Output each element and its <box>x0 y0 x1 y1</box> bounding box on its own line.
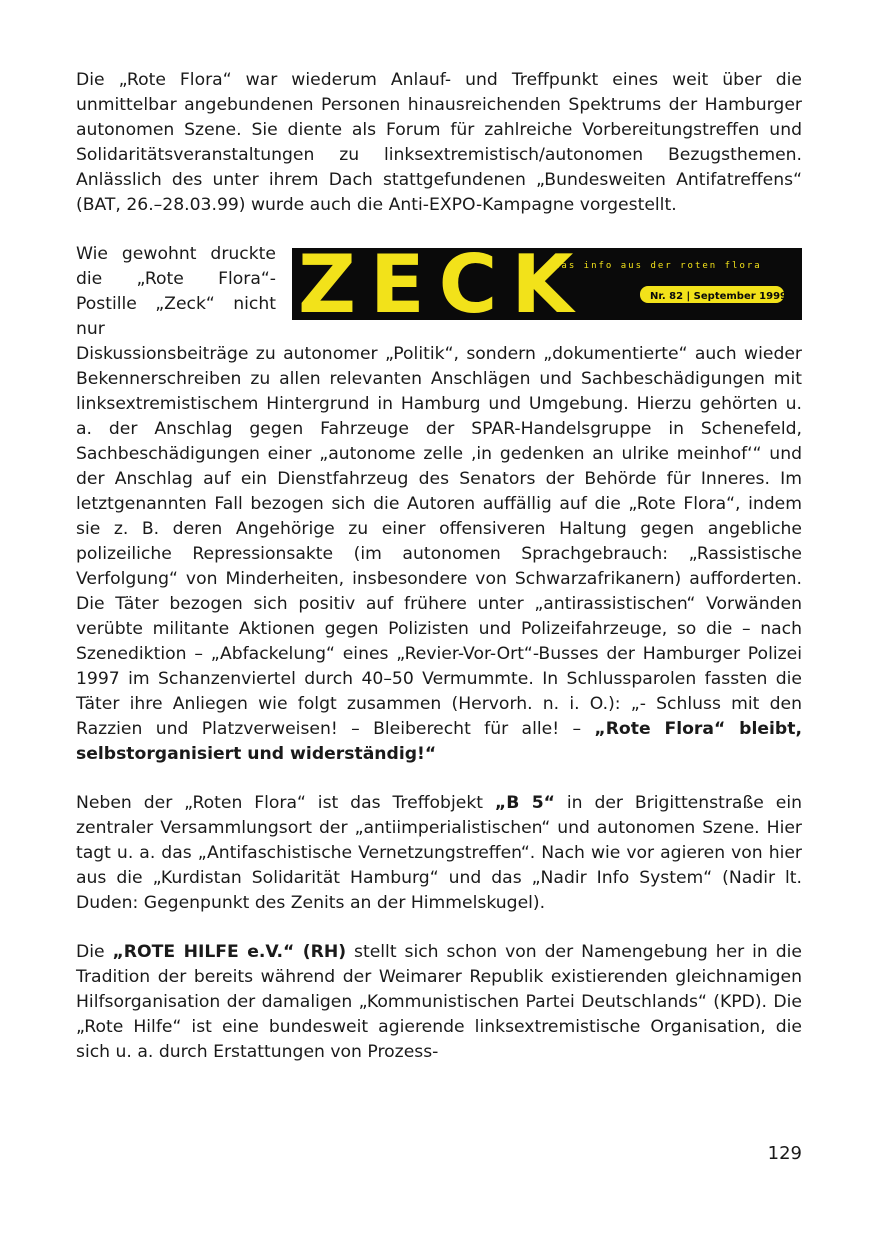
paragraph-b5-bold: „B 5“ <box>494 793 555 813</box>
paragraph-rote-hilfe-rest: stellt sich schon von der Namengebung her in die Tradition der bereits während der Weimarer Republik existierenden gleichnamigen Hilfsorganisation der damaligen „Kommunistischen Partei Deutschlands“ (KPD). Die „Rote Hilfe“ ist eine bundesweit agierende linksextremistische Organisation, die sich u. a. durch Erstattungen von Prozess- <box>76 942 802 1062</box>
zeck-subtitle: das info aus der roten flora <box>554 261 762 271</box>
page-number: 129 <box>767 1143 802 1164</box>
zeck-issue-text: Nr. 82 | September 1999 <box>650 291 787 302</box>
paragraph-rote-hilfe <box>76 940 802 1065</box>
paragraph-zeck-slogan: „Rote Flora“ bleibt, selbstorganisiert und widerständig!“ <box>76 719 802 764</box>
zeck-logo-text: ZECK <box>298 248 588 320</box>
paragraph-zeck-text: Wie gewohnt druckte die „Rote Flora“-Postille „Zeck“ nicht nur Diskussionsbeiträge zu autonomer „Politik“, sondern „dokumentierte“ auch wieder Bekennerschreiben zu allen relevanten Anschlägen und Sachbeschädigungen mit linksextremistischem Hintergrund in Hamburg und Umgebung. Hierzu gehörten u. a. der Anschlag gegen Fahrzeuge der SPAR-Handelsgruppe in Schenefeld, Sachbeschädigungen einer „autonome zelle ‚in gedenken an ulrike meinhof‘“ und der Anschlag auf ein Dienstfahrzeug des Senators der Behörde für Inneres. Im letztgenannten Fall bezogen sich die Autoren auffällig auf die „Rote Flora“, indem sie z. B. deren Angehörige zu einer offensiveren Haltung gegen angebliche polizeiliche Repressionsakte (im autonomen Sprachgebrauch: „Rassistische Verfolgung“ von Minderheiten, insbesondere von Schwarzafrikanern) aufforderten. Die Täter bezogen sich positiv auf frühere unter „antirassistischen“ Vorwänden verübte militante Aktionen gegen Polizisten und Polizeifahrzeuge, so die – nach Szenediktion – „Abfackelung“ eines „Revier-Vor-Ort“-Busses der Hamburger Polizei 1997 im Schanzenviertel durch 40–50 Vermummte. In Schlussparolen fassten die Täter ihre Anliegen wie folgt zusammen (Hervorh. n. i. O.): „- Schluss mit den Razzien und Platzverweisen! – Bleiberecht für alle! – <box>76 244 802 739</box>
paragraph-rote-hilfe-bold: „ROTE HILFE e.V.“ (RH) <box>112 942 347 962</box>
paragraph-rote-hilfe-start: Die <box>76 942 113 962</box>
zeck-banner-image <box>292 248 802 320</box>
paragraph-rote-flora: Die „Rote Flora“ war wiederum Anlauf- und Treffpunkt eines weit über die unmittelbar angebundenen Personen hinausreichenden Spektrums der Hamburger autonomen Szene. Sie diente als Forum für zahlreiche Vorbereitungstreffen und Solidaritätsveranstaltungen zu linksextremistisch/autonomen Bezugsthemen. Anlässlich des unter ihrem Dach stattgefundenen „Bundesweiten Antifatreffens“ (BAT, 26.–28.03.99) wurde auch die Anti-EXPO-Kampagne vorgestellt. <box>76 70 802 215</box>
document-page <box>76 68 802 1065</box>
paragraph-zeck <box>76 242 802 767</box>
paragraph-b5-rest: in der Brigittenstraße ein zentraler Versammlungsort der „antiimperialistischen“ und autonomen Szene. Hier tagt u. a. das „Antifaschistische Vernetzungstreffen“. Nach wie vor agieren von hier aus die „Kurdistan Solidarität Hamburg“ und das „Nadir Info System“ (Nadir lt. Duden: Gegenpunkt des Zenits an der Himmelskugel). <box>76 793 802 913</box>
paragraph-b5 <box>76 791 802 916</box>
paragraph-b5-start: Neben der „Roten Flora“ ist das Treffobjekt <box>76 793 495 813</box>
zeck-logo <box>292 248 802 320</box>
